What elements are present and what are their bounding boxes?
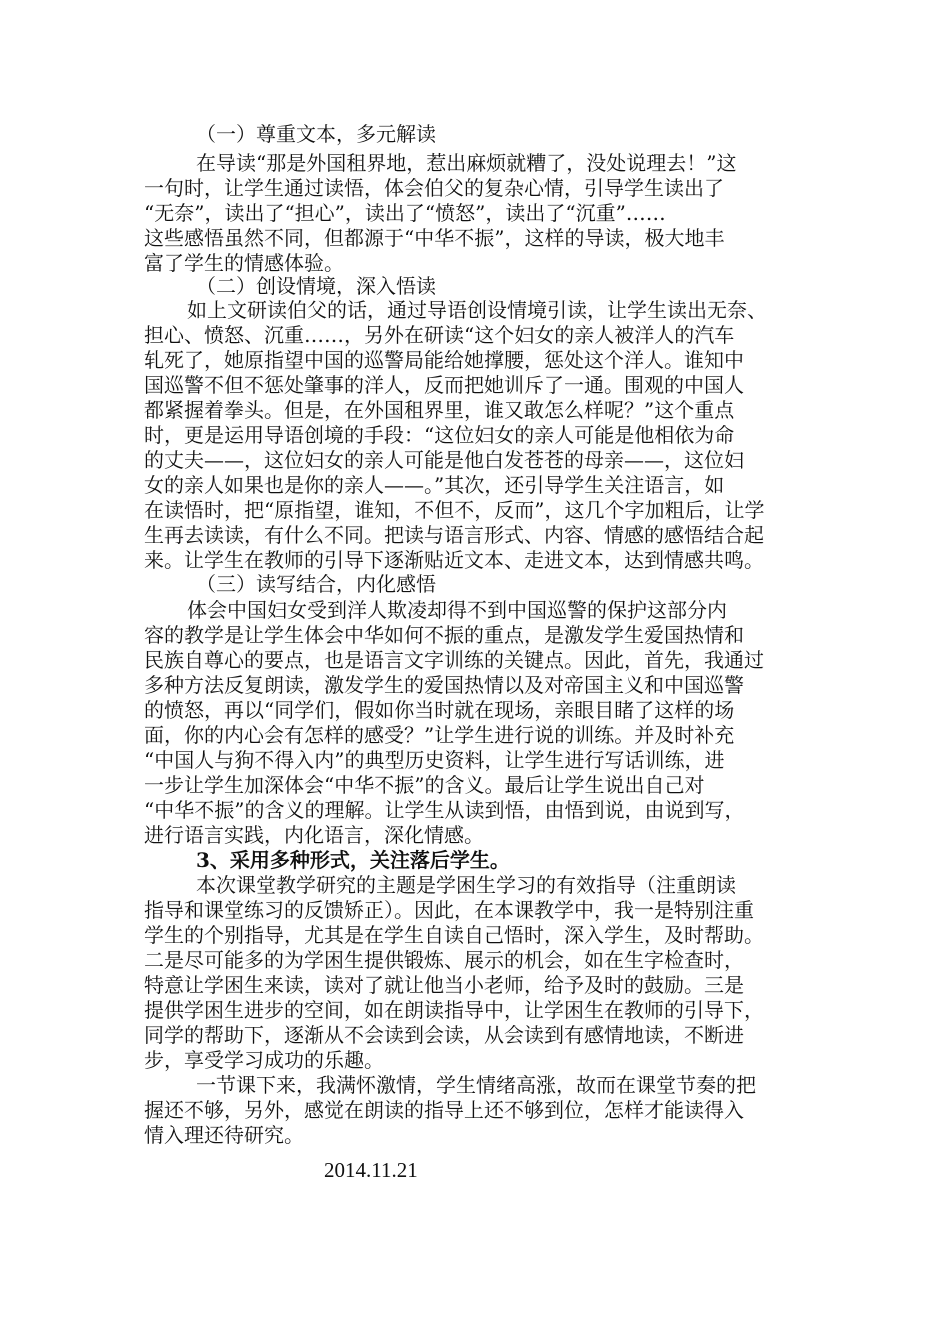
- paragraph-line: 的愤怒，再以“同学们，假如你当时就在现场，亲眼目睹了这样的场: [144, 698, 735, 722]
- section-heading-bold: 3、采用多种形式，关注落后学生。: [196, 848, 510, 872]
- paragraph-line: “中华不振”的含义的理解。让学生从读到悟，由悟到说，由说到写，: [144, 798, 745, 822]
- paragraph-line: 同学的帮助下，逐渐从不会读到会读，从会读到有感情地读，不断进: [144, 1023, 744, 1047]
- paragraph-line: 来。让学生在教师的引导下逐渐贴近文本、走进文本，达到情感共鸣。: [144, 548, 764, 572]
- paragraph-line: 本次课堂教学研究的主题是学困生学习的有效指导（注重朗读: [196, 873, 736, 897]
- paragraph-line: 进行语言实践，内化语言，深化情感。: [144, 823, 484, 847]
- paragraph-line: 时，更是运用导语创境的手段：“这位妇女的亲人可能是他相依为命: [144, 423, 735, 447]
- paragraph-line: 面，你的内心会有怎样的感受？”让学生进行说的训练。并及时补充: [144, 723, 735, 747]
- section-heading-3: （三）读写结合，内化感悟: [196, 572, 436, 596]
- paragraph-line: 国巡警不但不惩处肇事的洋人，反而把她训斥了一通。围观的中国人: [144, 373, 744, 397]
- paragraph-line: 民族自尊心的要点，也是语言文字训练的关键点。因此，首先，我通过: [144, 648, 764, 672]
- paragraph-line: 一节课下来，我满怀激情，学生情绪高涨，故而在课堂节奏的把: [196, 1073, 756, 1097]
- paragraph-line: 情入理还待研究。: [144, 1123, 304, 1147]
- section-heading-1: （一）尊重文本，多元解读: [196, 122, 436, 146]
- paragraph-line: 体会中国妇女受到洋人欺凌却得不到中国巡警的保护这部分内: [187, 598, 727, 622]
- paragraph-line: 在导读“那是外国租界地，惹出麻烦就糟了，没处说理去！”这: [196, 151, 737, 175]
- section-heading-2: （二）创设情境，深入悟读: [196, 274, 436, 298]
- paragraph-line: 这些感悟虽然不同，但都源于“中华不振”，这样的导读，极大地丰: [144, 226, 725, 250]
- paragraph-line: 都紧握着拳头。但是，在外国租界里，谁又敢怎么样呢？”这个重点: [144, 398, 735, 422]
- paragraph-line: 富了学生的情感体验。: [144, 251, 344, 275]
- paragraph-line: 提供学困生进步的空间，如在朗读指导中，让学困生在教师的引导下，: [144, 998, 764, 1022]
- paragraph-line: 一句时，让学生通过读悟，体会伯父的复杂心情，引导学生读出了: [144, 176, 724, 200]
- paragraph-line: 二是尽可能多的为学困生提供锻炼、展示的机会，如在生字检查时，: [144, 948, 744, 972]
- paragraph-line: 步，享受学习成功的乐趣。: [144, 1048, 384, 1072]
- paragraph-line: 学生的个别指导，尤其是在学生自读自己悟时，深入学生，及时帮助。: [144, 923, 764, 947]
- paragraph-line: 生再去读读，有什么不同。把读与语言形式、内容、情感的感悟结合起: [144, 523, 764, 547]
- paragraph-line: 担心、愤怒、沉重……，另外在研读“这个妇女的亲人被洋人的汽车: [144, 323, 735, 347]
- paragraph-line: 多种方法反复朗读，激发学生的爱国热情以及对帝国主义和中国巡警: [144, 673, 744, 697]
- paragraph-line: 指导和课堂练习的反馈矫正）。因此，在本课教学中，我一是特别注重: [144, 898, 754, 922]
- paragraph-line: 轧死了，她原指望中国的巡警局能给她撑腰，惩处这个洋人。谁知中: [144, 348, 744, 372]
- paragraph-line: “中国人与狗不得入内”的典型历史资料，让学生进行写话训练，进: [144, 748, 725, 772]
- paragraph-line: 如上文研读伯父的话，通过导语创设情境引读，让学生读出无奈、: [187, 298, 767, 322]
- document-date: 2014.11.21: [324, 1158, 418, 1182]
- paragraph-line: 握还不够，另外，感觉在朗读的指导上还不够到位，怎样才能读得入: [144, 1098, 744, 1122]
- paragraph-line: 容的教学是让学生体会中华如何不振的重点，是激发学生爱国热情和: [144, 623, 744, 647]
- paragraph-line: 在读悟时，把“原指望，谁知，不但不，反而”，这几个字加粗后，让学: [144, 498, 765, 522]
- paragraph-line: 一步让学生加深体会“中华不振”的含义。最后让学生说出自己对: [144, 773, 705, 797]
- paragraph-line: 的丈夫——，这位妇女的亲人可能是他白发苍苍的母亲——，这位妇: [144, 448, 744, 472]
- paragraph-line: “无奈”，读出了“担心”，读出了“愤怒”，读出了“沉重”……: [144, 201, 666, 225]
- paragraph-line: 特意让学困生来读，读对了就让他当小老师，给予及时的鼓励。三是: [144, 973, 744, 997]
- paragraph-line: 女的亲人如果也是你的亲人——。”其次，还引导学生关注语言，如: [144, 473, 725, 497]
